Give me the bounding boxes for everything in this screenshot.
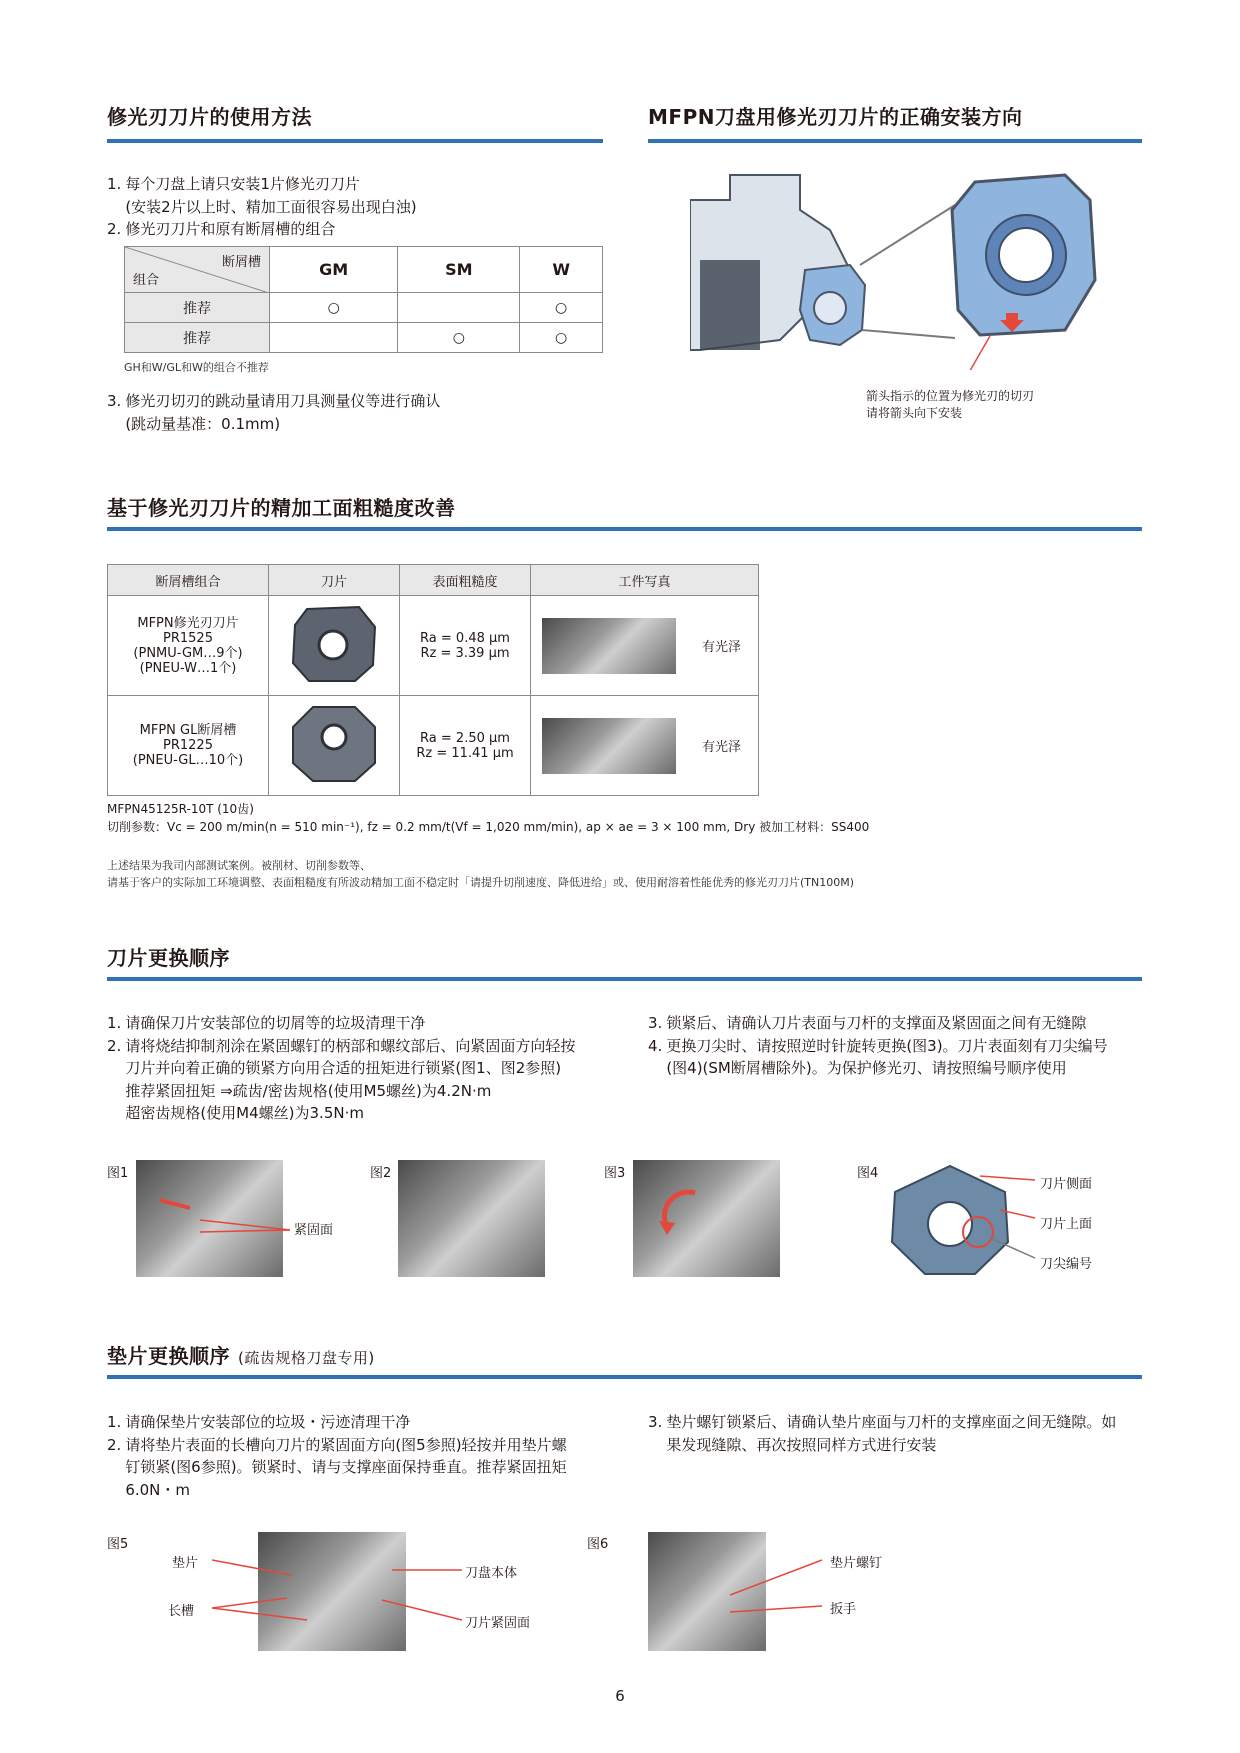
figure-4-label: 刀片上面 [1040,1217,1093,1232]
combo-cell: MFPN GL断屑槽 PR1225 (PNEU-GL…10个) [108,696,269,796]
insert-change-list-right [648,1012,1168,1080]
test-note: 上述结果为我司内部测试案例。被削材、切削参数等、 请基于客户的实际加工环境调整、表面粗糙度有所波动精加工面不稳定时「请提升切削速度、降低进给」或、使用耐溶着性能优秀的修光刃刀片(TN100M) [107,859,855,889]
list-item: 2. 修光刃刀片和原有断屑槽的组合 [107,220,336,238]
figure-4-label: 刀片侧面 [1040,1177,1093,1192]
roughness-table [107,564,759,796]
workpiece-cell: 有光泽 [531,696,759,796]
list-item: 3. 锁紧后、请确认刀片表面与刀杆的支撑面及紧固面之间有无缝隙 [648,1014,1087,1032]
figure-5-label: 刀盘本体 [465,1566,518,1581]
column-header: 工件写真 [531,565,759,596]
rotate-arrow-icon [655,1185,715,1245]
figure-5-label: 长槽 [168,1604,195,1619]
figure-label: 图6 [587,1537,609,1552]
column-header: SM [398,247,520,293]
figure-label: 图4 [857,1166,879,1181]
section-rule [107,977,1142,981]
section-rule [107,527,1142,531]
workpiece-photo [542,618,676,674]
figure-5-label: 刀片紧固面 [465,1616,531,1631]
column-header: 刀片 [269,565,400,596]
screw-icon [814,292,846,324]
insert-change-list-left [107,1012,627,1125]
list-item: 4. 更换刀尖时、请按照逆时针旋转更换(图3)。刀片表面刻有刀尖编号 (图4)(SM断屑槽除外)。为保护修光刃、请按照编号顺序使用 [648,1036,1108,1077]
roughness-cell: Ra = 2.50 µm Rz = 11.41 µm [400,696,531,796]
list-item: 1. 每个刀盘上请只安装1片修光刃刀片 (安装2片以上时、精加工面很容易出现白浊) [107,175,417,216]
figure-label: 图1 [107,1166,129,1181]
figure-6-callouts [730,1550,830,1620]
workpiece-cell: 有光泽 [531,596,759,696]
section-title-roughness: 基于修光刃刀片的精加工面粗糙度改善 [107,496,456,520]
figure-5-callouts [212,1540,472,1650]
workpiece-photo [542,718,676,774]
insert-image-cell [269,696,400,796]
table-row: 推荐 ○ ○ [125,323,603,353]
section-title-usage: 修光刃刀片的使用方法 [107,105,312,129]
insert-direction-illustration [690,170,1110,370]
shim-change-list-right [648,1411,1168,1456]
figure-1-label: 紧固面 [294,1223,334,1238]
cutting-conditions: MFPN45125R-10T (10齿) 切削参数：Vc = 200 m/min(n = 510 min⁻¹), fz = 0.2 mm/t(Vf = 1,020 mm/min), ap × ae = 3 × 100 mm, Dry 被加工材料：SS400 [107,802,870,834]
figure-5-label: 垫片 [172,1556,199,1571]
combination-table [124,246,603,353]
insert-image-cell [269,596,400,696]
direction-caption: 箭头指示的位置为修光刃的切刃 请将箭头向下安装 [866,389,1035,420]
insert-photo [289,703,379,785]
list-item: 2. 请将烧结抑制剂涂在紧固螺钉的柄部和螺纹部后、向紧固面方向轻按 刀片并向着正确的锁紧方向用合适的扭矩进行锁紧(图1、图2参照) 推荐紧固扭矩 ⇒疏齿/密齿规格(使用M5螺丝)为4.2N·m 超密齿规格(使用M4螺丝)为3.5N·m [107,1036,576,1122]
figure-4-label: 刀尖编号 [1040,1257,1093,1272]
column-header: W [520,247,603,293]
section-title-direction: MFPN刀盘用修光刃刀片的正确安装方向 [648,105,1023,129]
cutter-shadow [700,260,760,350]
figure-6-label: 垫片螺钉 [830,1556,883,1571]
leader-line [860,205,955,265]
section-rule [648,139,1142,143]
combo-cell: MFPN修光刃刀片 PR1525 (PNMU-GM…9个) (PNEU-W…1个) [108,596,269,696]
insert-hole [999,228,1053,282]
table-row: 推荐 ○ ○ [125,293,603,323]
column-header: GM [270,247,398,293]
usage-list [107,173,597,241]
roughness-cell: Ra = 0.48 µm Rz = 3.39 µm [400,596,531,696]
column-header: 表面粗糙度 [400,565,531,596]
column-header: 断屑槽组合 [108,565,269,596]
insert-photo [289,603,379,685]
list-item: 3. 垫片螺钉锁紧后、请确认垫片座面与刀杆的支撑座面之间无缝隙。如 果发现缝隙、再次按照同样方式进行安装 [648,1413,1117,1454]
table-row [108,596,759,696]
figure-label: 图5 [107,1537,129,1552]
section-rule [107,139,603,143]
figure-label: 图2 [370,1166,392,1181]
list-item: 1. 请确保刀片安装部位的切屑等的垃圾清理干净 [107,1014,426,1032]
figure-2-photo [398,1160,545,1277]
section-rule [107,1375,1142,1379]
figure-label: 图3 [604,1166,626,1181]
table-row [108,696,759,796]
leader-line [862,330,955,338]
section-title-insert-change: 刀片更换顺序 [107,946,230,970]
page-number: 6 [615,1687,625,1705]
figure-6-label: 扳手 [830,1602,857,1617]
figure-1-callout [160,1190,300,1250]
list-item: 2. 请将垫片表面的长槽向刀片的紧固面方向(图5参照)轻按并用垫片螺 钉锁紧(图6参照)。锁紧时、请与支撑座面保持垂直。推荐紧固扭矩 6.0N・m [107,1435,567,1499]
list-item: 3. 修光刃切刃的跳动量请用刀具测量仪等进行确认 (跳动量基准：0.1mm) [107,392,441,433]
combination-note: GH和W/GL和W的组合不推荐 [124,361,269,374]
shim-change-list-left [107,1411,627,1501]
callout-line [960,336,990,370]
table-corner: 断屑槽 组合 [125,247,270,293]
section-title-shim-change: 垫片更换顺序 (疏齿规格刀盘专用) [107,1344,375,1368]
figure-4-callouts [980,1170,1040,1270]
list-item: 1. 请确保垫片安装部位的垃圾・污迹清理干净 [107,1413,411,1431]
